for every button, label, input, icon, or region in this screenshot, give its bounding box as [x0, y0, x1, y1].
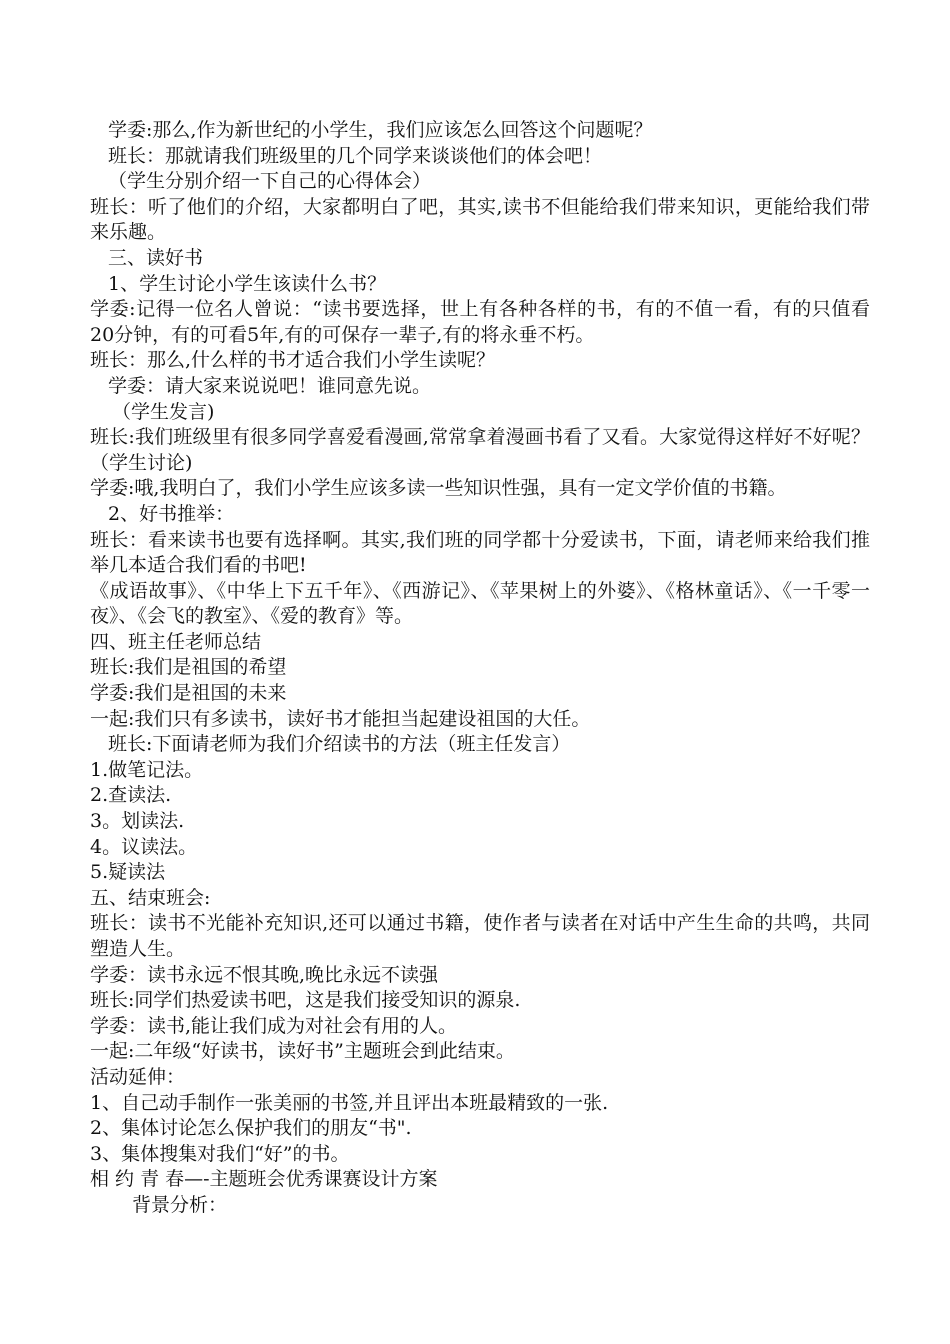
- line-30: 学委：读书,能让我们成为对社会有用的人。: [90, 1014, 458, 1037]
- book-list: 《成语故事》、《中华上下五千年》、《西游记》、《苹果树上的外婆》、《格林童话》、《一千零一夜》、《会飞的教室》、《爱的教育》等。: [90, 579, 870, 628]
- line-31: 一起:二年级“好读书，读好书”主题班会到此结束。: [90, 1040, 515, 1063]
- method-3: 3。划读法.: [90, 810, 185, 833]
- line-12: 学委:哦,我明白了，我们小学生应该多读一些知识性强，具有一定文学价值的书籍。: [90, 477, 787, 500]
- line-9: 学委：请大家来说说吧！谁同意先说。: [108, 374, 432, 397]
- method-1: 1.做笔记法。: [90, 758, 204, 781]
- section-4-heading: 四、班主任老师总结: [90, 630, 262, 653]
- extension-1: 1、自己动手制作一张美丽的书签,并且评出本班最精致的一张.: [90, 1091, 609, 1114]
- line-27: 班长：读书不光能补充知识,还可以通过书籍，使作者与读者在对话中产生生命的共鸣，共同塑造人生。: [90, 912, 870, 960]
- line-7: 学委:记得一位名人曾说：“读书要选择，世上有各种各样的书，有的不值一看，有的只值看20分钟，有的可看5年,有的可保存一辈子,有的将永垂不朽。: [90, 298, 870, 346]
- line-18: 学委:我们是祖国的未来: [90, 682, 287, 705]
- method-5: 5.疑读法: [90, 861, 166, 884]
- section-3-heading: 三、读好书: [108, 246, 204, 269]
- subsection-1-heading: 1、学生讨论小学生该读什么书？: [108, 272, 387, 295]
- method-4: 4。议读法。: [90, 835, 198, 858]
- line-1: 学委:那么,作为新世纪的小学生，我们应该怎么回答这个问题呢？: [108, 119, 653, 141]
- background-analysis-heading: 背景分析：: [132, 1193, 228, 1216]
- line-28: 学委：读书永远不恨其晚,晚比永远不读强: [90, 963, 439, 986]
- method-2: 2.查读法.: [90, 784, 172, 807]
- extension-heading: 活动延伸：: [90, 1065, 186, 1088]
- line-2: 班长：那就请我们班级里的几个同学来谈谈他们的体会吧！: [108, 144, 603, 167]
- line-4: 班长：听了他们的介绍，大家都明白了吧，其实,读书不但能给我们带来知识，更能给我们带来乐趣。: [90, 195, 870, 244]
- line-14: 班长：看来读书也要有选择啊。其实,我们班的同学都十分爱读书，下面，请老师来给我们推举几本适合我们看的书吧!: [90, 528, 870, 577]
- line-19: 一起:我们只有多读书，读好书才能担当起建设祖国的大任。: [90, 707, 591, 730]
- line-8: 班长：那么,什么样的书才适合我们小学生读呢？: [90, 349, 496, 372]
- extension-3: 3、集体搜集对我们“好”的书。: [90, 1142, 350, 1165]
- line-20: 班长:下面请老师为我们介绍读书的方法（班主任发言）: [108, 733, 571, 756]
- line-10: （学生发言): [112, 400, 215, 423]
- section-5-heading: 五、结束班会:: [90, 886, 211, 909]
- line-3: （学生分别介绍一下自己的心得体会）: [108, 170, 432, 193]
- line-11: 班长:我们班级里有很多同学喜爱看漫画,常常拿着漫画书看了又看。大家觉得这样好不好呢？（学生讨论): [90, 426, 870, 474]
- extension-2: 2、集体讨论怎么保护我们的朋友“书".: [90, 1117, 412, 1140]
- document-page: [90, 118, 870, 1219]
- line-29: 班长:同学们热爱读书吧，这是我们接受知识的源泉.: [90, 989, 521, 1012]
- line-17: 班长:我们是祖国的希望: [90, 656, 287, 679]
- next-plan-title: 相 约 青 春—-主题班会优秀课赛设计方案: [90, 1168, 438, 1191]
- subsection-2-heading: 2、好书推举：: [108, 502, 235, 525]
